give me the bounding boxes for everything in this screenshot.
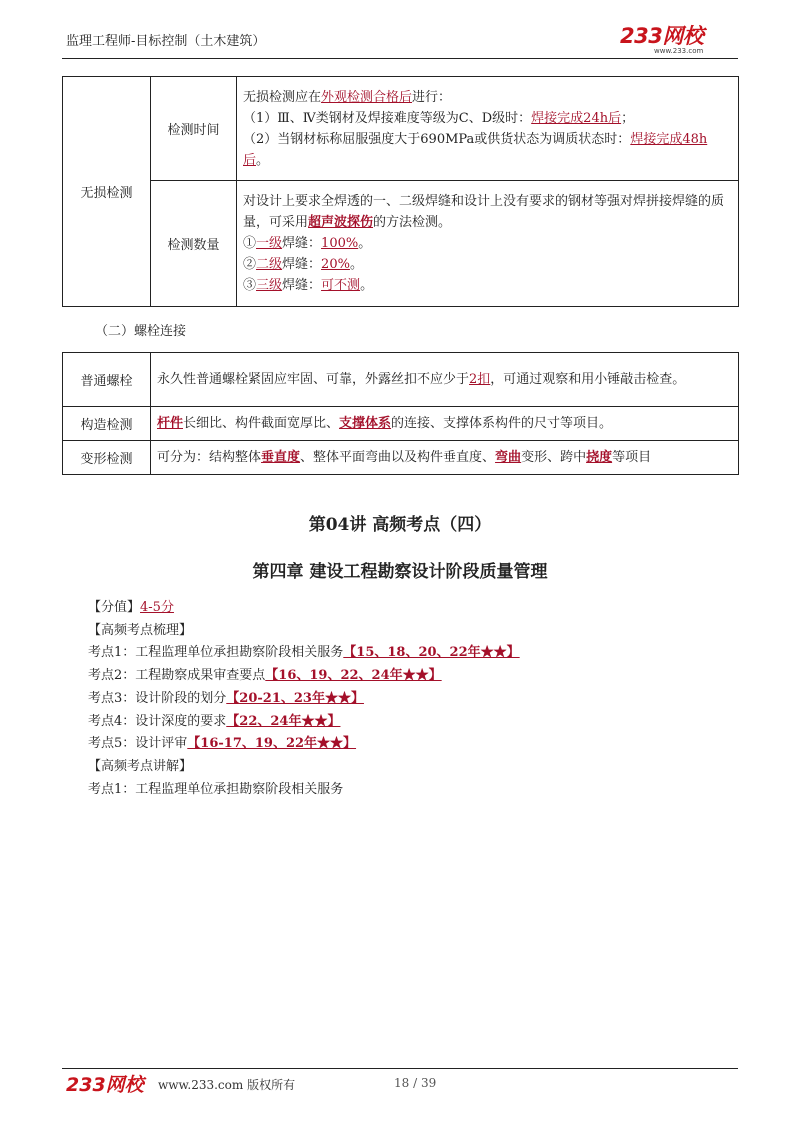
document-header-title: 监理工程师-目标控制（土木建筑）: [66, 34, 266, 49]
highlight-text: 弯曲: [495, 450, 522, 465]
table-row: [63, 77, 739, 181]
bolt-table: [62, 352, 739, 475]
structure-row-label: 构造检测: [80, 418, 133, 433]
detection-time-line-3: （2）当钢材标称屈服强度大于690MPa或供货状态为调质状态时：焊接完成48h后。: [243, 131, 708, 168]
exam-points-section: [88, 597, 520, 801]
list-item: 考点2：工程勘察成果审查要点【16、19、22、24年★★】: [88, 668, 442, 684]
detection-time-content: [237, 77, 739, 181]
footer-divider: [62, 1068, 738, 1069]
detection-time-line-2: （1）Ⅲ、Ⅳ类钢材及焊接难度等级为C、D级时：焊接完成24h后；: [243, 110, 635, 126]
highlight-text: 外观检测合格后: [321, 89, 413, 105]
deformation-row-label-cell: [63, 441, 151, 475]
highlight-text: 焊接完成24h后: [531, 110, 622, 126]
highlight-text: 焊接完成48h后: [243, 131, 708, 168]
list-item: 考点4：设计深度的要求【22、24年★★】: [88, 713, 341, 729]
explain-first-point: 考点1：工程监理单位承担勘察阶段相关服务: [88, 781, 344, 797]
lecture-title: 第04讲 高频考点（四）: [308, 515, 492, 535]
list-item: 考点3：设计阶段的划分【20-21、23年★★】: [88, 690, 364, 706]
logo-text: 233网校: [620, 24, 704, 48]
list-item: ②二级焊缝：20%。: [243, 257, 363, 272]
section-heading-bolt: （二）螺栓连接: [95, 324, 187, 339]
structure-row-content: 杆件长细比、构件截面宽厚比、支撑体系的连接、支撑体系构件的尺寸等项目。: [151, 407, 739, 441]
highlight-text: 垂直度: [261, 450, 301, 465]
bolt-row-content: 永久性普通螺栓紧固应牢固、可靠，外露丝扣不应少于2扣，可通过观察和用小锤敲击检查。: [151, 353, 739, 407]
page-number: 18 / 39: [394, 1076, 437, 1090]
footer-copyright: www.233.com 版权所有: [158, 1078, 296, 1092]
highlight-text: 挠度: [586, 450, 613, 465]
highlight-text: 2扣: [469, 372, 491, 387]
points-heading: 【高频考点梳理】: [88, 622, 193, 638]
detection-time-line-1: 无损检测应在外观检测合格后进行：: [243, 89, 452, 105]
deformation-row-label: 变形检测: [80, 452, 133, 467]
explain-heading: 【高频考点讲解】: [88, 758, 193, 774]
structure-row-label-cell: [63, 407, 151, 441]
table-row: [63, 407, 739, 441]
frequency-tag: 【22、24年★★】: [226, 713, 341, 729]
ndt-category-cell: [63, 77, 151, 307]
brand-logo[interactable]: [620, 20, 740, 54]
frequency-tag: 【16-17、19、22年★★】: [187, 736, 357, 752]
highlight-text: 支撑体系: [339, 416, 392, 431]
detection-time-label: 检测时间: [167, 123, 220, 138]
detection-quantity-label-cell: [151, 181, 237, 307]
score-value: 4-5分: [140, 600, 174, 615]
highlight-text: 杆件: [157, 416, 184, 431]
chapter-title: 第四章 建设工程勘察设计阶段质量管理: [252, 562, 548, 582]
deformation-row-content: 可分为：结构整体垂直度、整体平面弯曲以及构件垂直度、弯曲变形、跨中挠度等项目: [151, 441, 739, 475]
ndt-category-label: 无损检测: [80, 186, 133, 201]
bolt-row-label: 普通螺栓: [80, 374, 133, 389]
header-divider: [62, 58, 738, 59]
detection-time-label-cell: [151, 77, 237, 181]
detection-quantity-content: [237, 181, 739, 307]
table-row: [63, 181, 739, 307]
score-line: 【分值】4-5分: [88, 600, 174, 615]
detection-quantity-intro: 对设计上要求全焊透的一、二级焊缝和设计上没有要求的钢材等强对焊拼接焊缝的质量，可采用超声波探伤的方法检测。: [243, 194, 725, 230]
table-row: [63, 441, 739, 475]
table-row: [63, 353, 739, 407]
frequency-tag: 【16、19、22、24年★★】: [265, 668, 442, 684]
bolt-row-label-cell: [63, 353, 151, 407]
detection-quantity-label: 检测数量: [167, 238, 220, 253]
frequency-tag: 【15、18、20、22年★★】: [343, 645, 520, 661]
highlight-text: 超声波探伤: [308, 215, 374, 230]
list-item: 考点1：工程监理单位承担勘察阶段相关服务【15、18、20、22年★★】: [88, 645, 520, 661]
list-item: 考点5：设计评审【16-17、19、22年★★】: [88, 736, 357, 752]
ndt-table: [62, 76, 739, 307]
list-item: ①一级焊缝：100%。: [243, 236, 372, 251]
logo-url: www.233.com: [654, 47, 704, 55]
footer-logo[interactable]: 233网校: [66, 1074, 144, 1096]
list-item: ③三级焊缝：可不测。: [243, 278, 374, 293]
frequency-tag: 【20-21、23年★★】: [226, 690, 364, 706]
